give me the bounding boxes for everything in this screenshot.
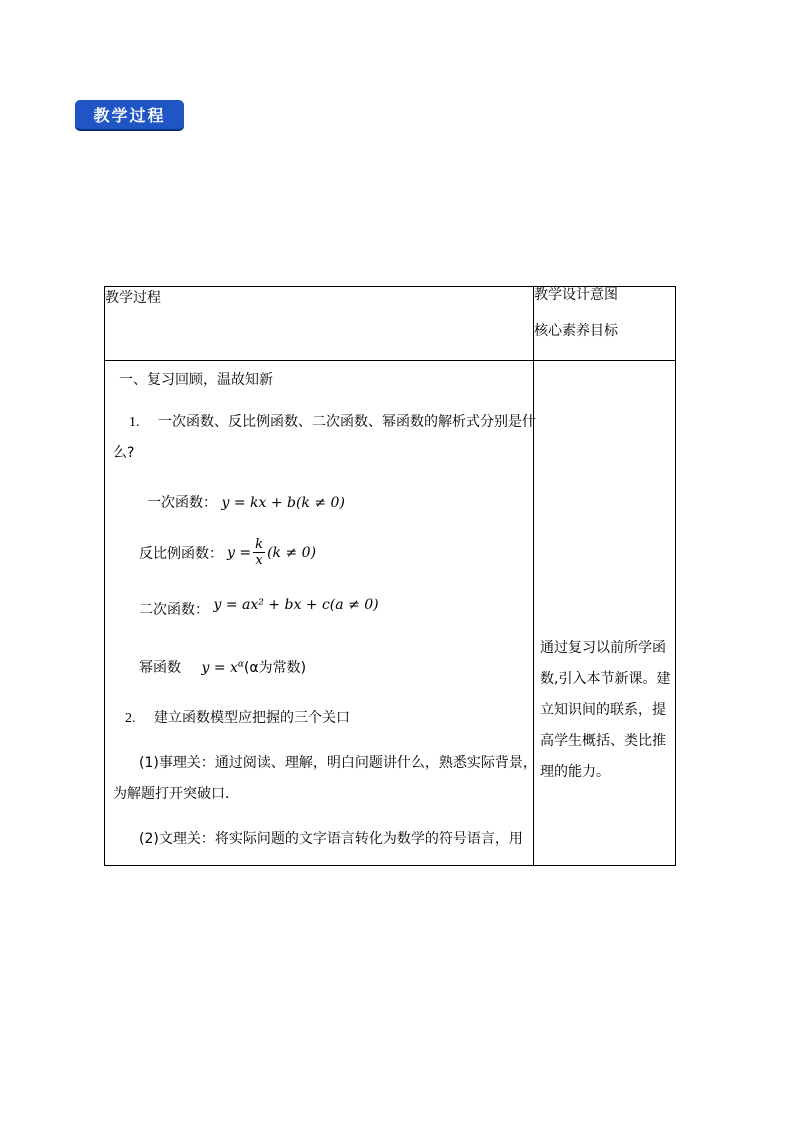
inverse-condition: (k ≠ 0) <box>267 544 317 561</box>
q1-number: 1. <box>129 415 140 430</box>
power-formula: y = x <box>201 660 238 676</box>
point-1-line1: (1)事理关：通过阅读、理解，明白问题讲什么，熟悉实际背景， <box>139 755 537 771</box>
inverse-function <box>139 537 316 568</box>
design-intent-text: 通过复习以前所学函数,引入本节新课。建立知识间的联系，提高学生概括、类比推理的能力。 <box>540 640 671 780</box>
teaching-process-cell <box>105 361 537 866</box>
linear-label: 一次函数： <box>147 495 217 511</box>
point-1-line2: 为解题打开突破口． <box>113 786 239 802</box>
question-2 <box>125 707 350 727</box>
section-badge: 教学过程 <box>75 100 184 129</box>
header-teaching-process: 教学过程 <box>105 287 534 361</box>
header-design-intent <box>534 287 676 361</box>
lesson-table <box>104 286 676 866</box>
design-intent-cell <box>534 361 676 866</box>
power-condition: (α为常数) <box>243 660 307 676</box>
question-1 <box>129 411 536 431</box>
quadratic-function <box>139 599 379 619</box>
table-body-row <box>105 361 676 866</box>
table-header-row <box>105 287 676 361</box>
inverse-fraction <box>253 537 265 568</box>
linear-formula: y = kx + b(k ≠ 0) <box>221 495 345 511</box>
quad-formula: y = ax² + bx + c(a ≠ 0) <box>213 597 379 613</box>
header-right-line1: 教学设计意图 <box>534 287 618 303</box>
inverse-numerator: k <box>255 537 264 552</box>
q1-line2: 么? <box>113 445 135 461</box>
section-heading: 一、复习回顾，温故知新 <box>119 372 273 388</box>
linear-function <box>147 492 345 512</box>
inverse-lhs: y = <box>227 544 252 561</box>
power-exponent: α <box>237 659 244 670</box>
power-function <box>139 657 306 677</box>
q1-line1: 一次函数、反比例函数、二次函数、幂函数的解析式分别是什 <box>157 414 536 430</box>
power-label: 幂函数 <box>139 660 181 676</box>
q2-number: 2. <box>125 711 136 726</box>
header-right-line2: 核心素养目标 <box>534 323 618 339</box>
quad-label: 二次函数： <box>139 602 209 618</box>
inverse-denominator: x <box>255 553 263 568</box>
q2-text: 建立函数模型应把握的三个关口 <box>153 710 350 726</box>
inverse-label: 反比例函数： <box>139 545 223 562</box>
point-2-line1: (2)文理关：将实际问题的文字语言转化为数学的符号语言，用 <box>139 831 523 847</box>
